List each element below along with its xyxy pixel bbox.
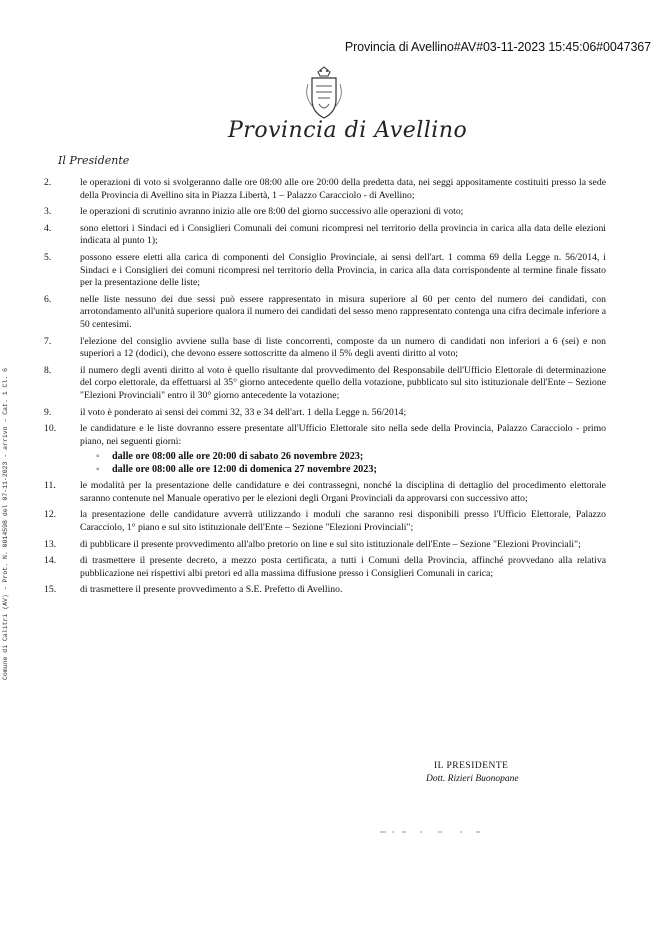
scan-artifact [380,830,490,834]
item-text: di pubblicare il presente provvedimento all'albo pretorio on line e sul sito istituzionale dell'Ente – Sezione "Elezioni Provinciali"; [80,538,581,550]
bullet-icon: ◦ [96,464,100,476]
item-number: 6. [44,293,52,305]
decree-item [28,177,606,202]
decree-item [28,365,606,403]
item-number: 4. [44,222,52,234]
decree-items-list [28,177,606,601]
item-number: 15. [44,584,57,596]
submission-dates-list [80,450,606,476]
province-title: Provincia di Avellino [228,118,468,143]
submission-date-text: dalle ore 08:00 alle ore 20:00 di sabato 26 novembre 2023; [112,451,364,463]
decree-item [28,584,606,597]
item-text: l'elezione del consiglio avviene sulla base di liste concorrenti, composte da un numero di candidati non inferiori a 6 (sei) e non superiori a 12 (dodici), che devono essere sottoscritte da almeno il 5% degli aventi diritto al voto; [80,335,606,360]
item-text: nelle liste nessuno dei due sessi può essere rappresentato in misura superiore al 60 per cento del numero dei candidati, con arrotondamento all'unità superiore qualora il numero dei candidati del sesso meno rappresentato contenga una cifra decimale inferiore a 50 centesimi. [80,293,607,330]
decree-item [28,509,606,534]
item-number: 13. [44,538,57,550]
submission-date-text: dalle ore 08:00 alle ore 12:00 di domenica 27 novembre 2023; [112,464,377,476]
item-number: 9. [44,406,52,418]
signatory-role: IL PRESIDENTE [434,761,509,771]
signatory-name: Dott. Rizieri Buonopane [426,774,519,784]
bullet-icon: ◦ [96,451,100,463]
signature-block [426,760,519,786]
item-text: il voto è ponderato ai sensi dei commi 32, 33 e 34 dell'art. 1 della Legge n. 56/2014; [80,406,407,418]
decree-item [28,223,606,248]
province-crest-icon [304,66,344,122]
item-number: 11. [44,480,56,492]
side-protocol-stamp: Comune di Calitri (AV) - Prot. N. 0014598 del 07-11-2023 - arrivo - Cat. 1 Cl. 6 [2,367,9,680]
item-number: 3. [44,206,52,218]
decree-item [28,206,606,219]
decree-item [28,407,606,420]
item-number: 10. [44,423,57,435]
decree-item [28,555,606,580]
decree-item [28,294,606,332]
decree-item [28,423,606,476]
item-text: di trasmettere il presente provvedimento a S.E. Prefetto di Avellino. [80,584,343,596]
item-text: le operazioni di voto si svolgeranno dalle ore 08:00 alle ore 20:00 della predetta data, nei seggi appositamente costituiti presso la sede della Provincia di Avellino sita in Piazza Libertà, 1 – Palazzo Caracciolo - di Avellino; [80,177,606,201]
decree-item [28,252,606,290]
item-number: 14. [44,555,57,567]
item-number: 5. [44,251,52,263]
decree-item [28,336,606,361]
protocol-stamp: Provincia di Avellino#AV#03-11-2023 15:45:06#0047367 [344,40,651,54]
decree-item [28,539,606,552]
item-number: 7. [44,335,52,347]
item-number: 2. [44,177,52,188]
salutation: Il Presidente [58,154,130,167]
item-text: la presentazione delle candidature avverrà utilizzando i moduli che saranno resi disponibili presso l'Ufficio Elettorale, Palazzo Caracciolo, 1° piano e sul sito istituzionale dell'Ente – Sezione "Elezioni Provinciali"; [80,509,606,534]
item-number: 12. [44,509,57,521]
submission-date [96,450,606,463]
item-text: sono elettori i Sindaci ed i Consiglieri Comunali dei comuni ricompresi nel territorio della provincia in carica alla data delle elezioni indicata al punto 1); [80,222,606,247]
submission-date [96,463,606,476]
item-text: le modalità per la presentazione delle candidature e dei contrassegni, nonché la disciplina di dettaglio del procedimento elettorale saranno contenute nel Manuale operativo per le elezioni degli Organi Provinciali da approvarsi con successivo atto; [80,480,606,504]
decree-item [28,480,606,505]
item-number: 8. [44,364,52,376]
item-text: possono essere eletti alla carica di componenti del Consiglio Provinciale, ai sensi dell'art. 1 comma 69 della Legge n. 56/2014, i Sindaci e i Consiglieri dei comuni ricompresi nel territorio della Provincia, in carica alla data corrispondente al termine finale fissato per la presentazione delle liste; [80,251,606,289]
item-text: di trasmettere il presente decreto, a mezzo posta certificata, a tutti i Comuni della Provincia, affinché provvedano alla relativa pubblicazione nei rispettivi albi pretori ed alla massima diffusione presso i Consiglieri Comunali in carica; [80,555,606,579]
item-text: le operazioni di scrutinio avranno inizio alle ore 8:00 del giorno successivo alle operazioni di voto; [80,206,464,218]
item-text: le candidature e le liste dovranno essere presentate all'Ufficio Elettorale sito nella sede della Provincia, Palazzo Caracciolo - primo piano, nei seguenti giorni: [80,423,606,447]
item-text: il numero degli aventi diritto al voto è quello risultante dal provvedimento del Responsabile dell'Ufficio Elettorale di determinazione del corpo elettorale, da effettuarsi al 35° giorno antecedente quello della votazione, pubblicato sul sito istituzionale dell'Ente – Sezione "Elezioni Provinciali" entro il 30° giorno antecedente la votazione; [80,364,606,401]
